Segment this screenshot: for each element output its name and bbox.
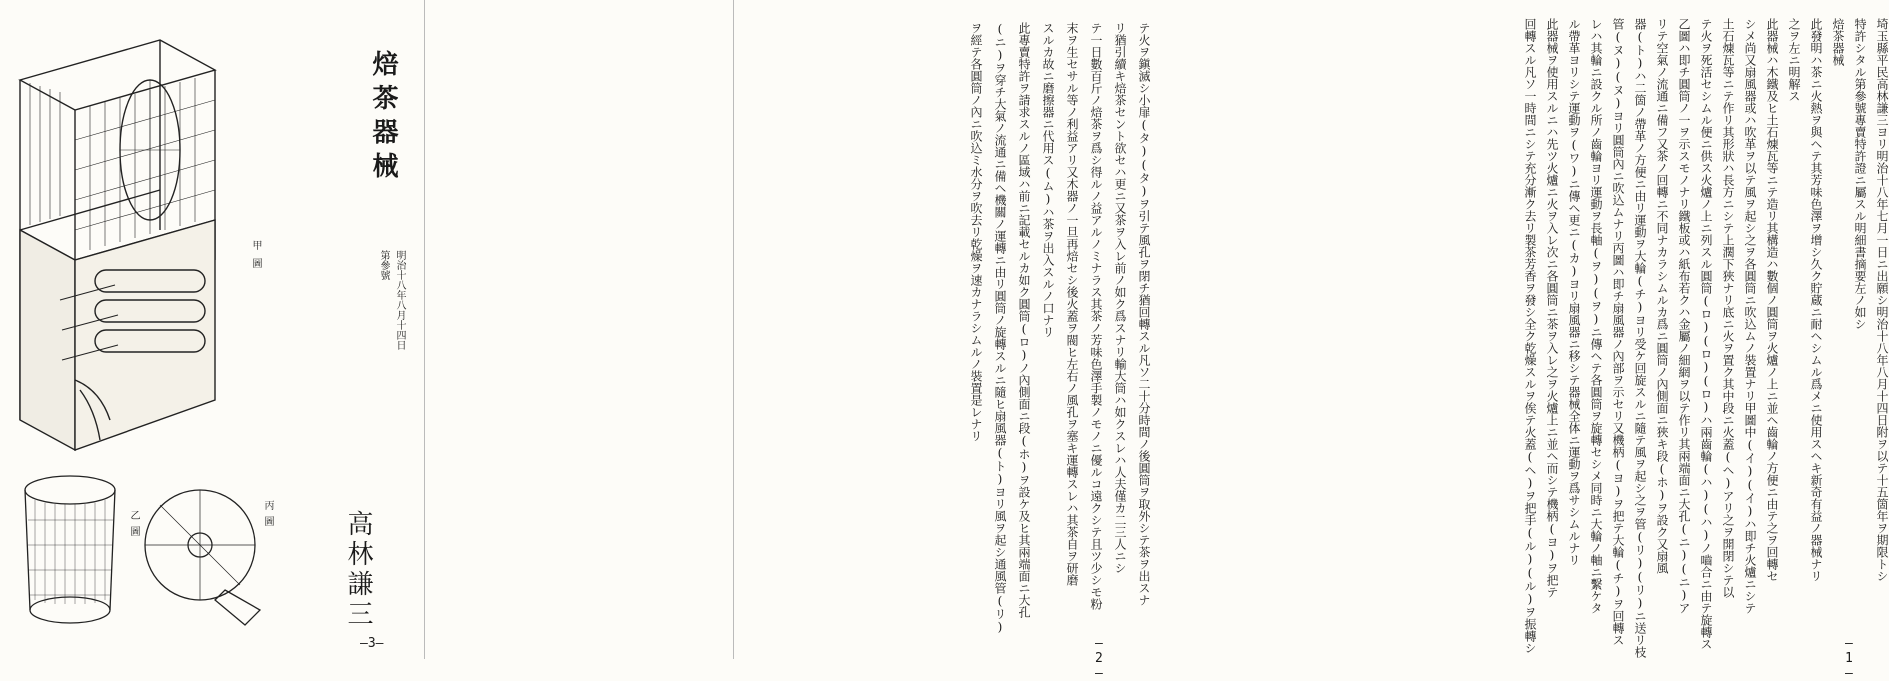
text-column: 末ヲ生セサル等ノ利益アリ又木器ノ一旦再焙セシ後火蓋ヲ閥ヒ左右ノ風孔ヲ塞キ運轉スレハ其茶自ヲ研磨 xyxy=(1065,22,1079,586)
fan-drawing xyxy=(145,490,260,625)
cylinder-drawing xyxy=(25,476,115,623)
text-column: 焙茶器械 xyxy=(1831,18,1845,66)
text-column: 此器械ハ木鐵及ヒ土石煉瓦等ニテ造リ其構造ハ數個ノ圓筒ヲ火爐ノ上ニ並ヘ齒輪ノ方便ニ由テ之ヲ回轉セ xyxy=(1765,18,1779,582)
page-number-1: —1— xyxy=(1845,636,1853,681)
date-line: 明治十八年八月十四日 xyxy=(394,250,405,350)
text-column: 此發明ハ茶ニ火熱ヲ與ヘテ其芳味色澤ヲ增シ久ク貯蔵ニ耐ヘシムル爲メニ使用スヘキ新奇有益ノ器械ナリ xyxy=(1809,18,1823,582)
page-3 xyxy=(0,0,420,659)
text-column: ヲ經テ各圓筒ノ內ニ吹込ミ水分ヲ吹去リ乾燥ヲ速カナラシムルノ裝置是レナリ xyxy=(969,22,983,442)
text-column: スルカ故ニ磨擦器ニ代用ス(ム)ハ茶ヲ出入スルノ口ナリ xyxy=(1041,22,1055,338)
text-column: シメ尚又扇風器或ハ吹革ヲ以テ風ヲ起シ之ヲ各圓筒ニ吹込ムノ裝置ナリ甲圖中(イ)(イ)ハ即チ火爐ニシテ xyxy=(1743,18,1757,614)
figure-label-kou: 甲圖 xyxy=(250,240,261,276)
page-number-3: —3— xyxy=(360,636,384,651)
text-column: 之ヲ左ニ明解ス xyxy=(1787,18,1801,102)
text-column: テ火ヲ死活セシムル便ニ供ス火爐ノ上ニ列スル圓筒(ロ)(ロ)(ロ)ハ兩齒輪(ハ)(ハ)ノ嚙合ニ由テ旋轉ス xyxy=(1699,18,1713,650)
text-column: テ一日數百斤ノ焙茶ヲ爲シ得ルノ益アルノミナラス其茶ノ芳味色澤手製ノモノニ優ルコ遠クシテ且ツ少シモ粉 xyxy=(1089,22,1103,610)
text-column: 埼玉縣平民高林謙三ヨリ明治十八年七月一日ニ出願シ明治十八年八月十四日附ヲ以テ十五箇年ヲ期限トシ xyxy=(1875,18,1889,582)
page-divider xyxy=(424,0,425,659)
text-column: レハ其輪ニ設クル所ノ齒輪ヨリ運動ヲ長軸(ヲ)(ヲ)ニ傳ヘテ各圓筒ヲ旋轉セシメ同時ニ大輪ノ軸ニ繫ケタ xyxy=(1589,18,1603,614)
text-column: 器(ト)ハ二箇ノ帶革ノ方便ニ由リ運動ヲ大輪(チ)ヨリ受ケ回旋スルニ隨テ風ヲ起シ之ヲ管(リ)(リ)ニ送リ枝 xyxy=(1633,18,1647,658)
page-2 xyxy=(425,0,1151,681)
author-name: 高林謙三 xyxy=(343,510,373,630)
text-column: 此器械ヲ使用スルニハ先ツ火爐ニ火ヲ入レ次ニ各圓筒ニ茶ヲ入レ之ヲ火爐上ニ並ヘ而シテ機柄(ヨ)ヲ把テ xyxy=(1545,18,1559,598)
text-column: 土石煉瓦等ニテ作リ其形狀ハ長方ニシテ上濶下狹ナリ底ニ火ヲ置ク其中段ニ火蓋(ヘ)アリ之ヲ開閉シテ以 xyxy=(1721,18,1735,598)
text-column: 乙圖ハ即チ圓筒ノ一ヲ示スモノナリ鐵板或ハ紙布若クハ金屬ノ細網ヲ以テ作リ其兩端面ニ大孔(ニ)(ニ)ア xyxy=(1677,18,1691,614)
text-column: 管(ヌ)(ヌ)ヨリ圓筒內ニ吹込ムナリ丙圖ハ即チ扇風器ノ內部ヲ示セリ又機柄(ヨ)ヲ把テ大輪(チ)ヲ回轉ス xyxy=(1611,18,1625,646)
patent-number: 第參號 xyxy=(378,250,389,280)
text-column: 回轉スル凡ソ一時間ニシテ充分漸ク去リ製茶芳香ヲ發シ全ク乾燥スルヲ俟テ火蓋(ヘ)ヲ把手(ル)(ル)ヲ振轉シ xyxy=(1523,18,1537,654)
text-column: リテ空氣ノ流通ニ備フ又茶ノ回轉ニ不同ナカラシムルカ爲ニ圓筒ノ內側面ニ狹キ段(ホ)ヲ設ク又扇風 xyxy=(1655,18,1669,574)
text-column: (ニ)ヲ穿チ大氣ノ流通ニ備ヘ機關ノ運轉ニ由リ圓筒ノ旋轉スルニ隨ヒ扇風器(ト)ヨリ風ヲ起シ通風管(リ) xyxy=(993,22,1007,634)
text-column: ル帶革ヨリシテ運動ヲ(ワ)ニ傳ヘ更ニ(カ)ヨリ扇風器ニ移シテ器械全体ニ運動ヲ爲サシムルナリ xyxy=(1567,18,1581,566)
text-column: テ火ヲ鎭滅シ小扉(タ)(タ)ヲ引テ風孔ヲ閉チ猶回轉スル凡ソ二十分時間ノ後圓筒ヲ取外シテ茶ヲ出スナ xyxy=(1137,22,1151,606)
document-title: 焙茶器械 xyxy=(368,50,398,186)
text-column: リ猶引續キ焙茶セント欲セハ更ニ又茶ヲ入レ前ノ如ク爲スナリ輸大筒ハ如クスレハ人夫僅カ二三人ニシ xyxy=(1113,22,1127,574)
page-divider xyxy=(733,0,734,659)
text-column: 特許シタル第參號專賣特許證ニ屬スル明細書摘要左ノ如シ xyxy=(1853,18,1867,330)
text-column: 此專賣特許ヲ請求スルノ區域ハ前ニ記載セルカ如ク圓筒(ロ)ノ內側面ニ段(ホ)ヲ設ケ及ヒ其兩端面ニ大孔 xyxy=(1017,22,1031,618)
page-number-2: —2— xyxy=(1095,636,1103,681)
figure-label-hei: 丙圖 xyxy=(262,500,273,532)
machine-frame xyxy=(20,40,215,450)
tea-roasting-machine-illustration xyxy=(0,0,300,640)
figure-label-otsu: 乙圖 xyxy=(128,510,139,542)
